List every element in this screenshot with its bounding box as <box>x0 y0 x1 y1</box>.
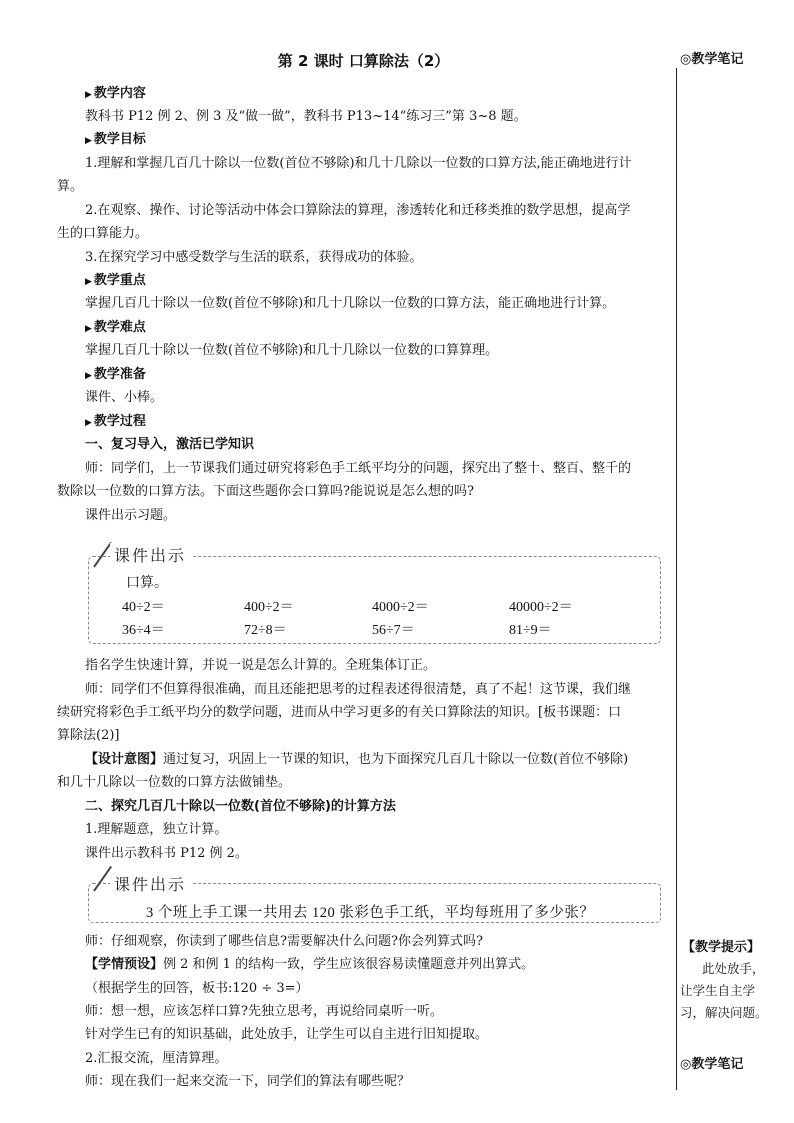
para-6: 1.理解题意，独立计算。 <box>85 822 228 837</box>
heading-goals: ▶ 教学目标 <box>85 132 146 147</box>
para-14: 师：现在我们一起来交流一下，同学们的算法有哪些呢？ <box>85 1074 411 1089</box>
heading-preparation: ▶ 教学准备 <box>85 367 146 382</box>
exercise-cell: 40÷2＝ <box>122 600 165 615</box>
example-2-problem: 3 个班上手工课一共用去 120 张彩色手工纸，平均每班用了多少张？ <box>146 905 595 921</box>
para-5: 【设计意图】通过复习，巩固上一节课的知识，也为下面探究几百几十除以一位数(首位不够除) <box>85 752 629 767</box>
exercise-cell: 36÷4＝ <box>122 623 165 638</box>
teaching-notes-heading: ◎教学笔记 <box>680 52 744 67</box>
goal-2-cont: 生的口算能力。 <box>57 226 149 241</box>
goal-2: 2.在观察、操作、讨论等活动中体会口算除法的算理，渗透转化和迁移类推的数学思想，提高学 <box>85 203 631 218</box>
para-1: 师：同学们，上一节课我们通过研究将彩色手工纸平均分的问题，探究出了整十、整百、整千的 <box>85 461 632 476</box>
difficulties-text: 掌握几百几十除以一位数(首位不够除)和几十几除以一位数的口算算理。 <box>85 343 499 358</box>
exercise-cell: 81÷9＝ <box>509 623 552 638</box>
para-4: 师：同学们不但算得很准确，而且还能把思考的过程表述得很清楚，真了不起！这节课，我们继 <box>85 682 632 697</box>
para-12: 针对学生已有的知识基础，此处放手，让学生可以自主进行旧知提取。 <box>85 1027 489 1042</box>
heading-content: ▶ 教学内容 <box>85 86 146 101</box>
sidebar-divider <box>676 68 677 1090</box>
exercise-cell: 56÷7＝ <box>372 623 415 638</box>
exercise-cell: 400÷2＝ <box>244 600 294 615</box>
para-1-cont: 数除以一位数的口算方法。下面这些题你会口算吗?能说说是怎么想的吗? <box>57 484 474 499</box>
exercise-cell: 4000÷2＝ <box>372 600 429 615</box>
para-3: 指名学生快速计算，并说一说是怎么计算的。全班集体订正。 <box>85 658 437 673</box>
para-7: 课件出示教科书 P12 例 2。 <box>85 846 248 861</box>
heading-key-points: ▶ 教学重点 <box>85 273 146 288</box>
para-8: 师：仔细观察，你读到了哪些信息?需要解决什么问题?你会列算式吗? <box>85 934 483 949</box>
oral-calc-label: 口算。 <box>126 576 168 591</box>
heading-difficulties: ▶ 教学难点 <box>85 320 146 335</box>
para-2: 课件出示习题。 <box>85 508 177 523</box>
para-4-cont2: 算除法(2)] <box>57 728 120 743</box>
exercise-cell: 40000÷2＝ <box>509 600 573 615</box>
heading-process: ▶ 教学过程 <box>85 414 146 429</box>
teaching-tip-text: 此处放手，让学生自主学习，解决问题。 <box>680 961 768 1020</box>
para-11: 师：想一想，应该怎样口算?先独立思考，再说给同桌听一听。 <box>85 1004 443 1019</box>
goal-1: 1.理解和掌握几百几十除以一位数(首位不够除)和几十几除以一位数的口算方法,能正确地进行计 <box>85 156 632 171</box>
teaching-notes-heading-2: ◎教学笔记 <box>680 1057 744 1072</box>
section-2-heading: 二、探究几百几十除以一位数(首位不够除)的计算方法 <box>85 799 396 814</box>
content-text: 教科书 P12 例 2、例 3 及“做一做”，教科书 P13~14“练习三”第 3~8 题。 <box>85 109 527 124</box>
para-13: 2.汇报交流，厘清算理。 <box>85 1051 228 1066</box>
exercise-cell: 72÷8＝ <box>244 623 287 638</box>
section-1-heading: 一、复习导入，激活已学知识 <box>85 437 255 452</box>
para-5-cont: 和几十几除以一位数的口算方法做铺垫。 <box>57 775 292 790</box>
page-title: 第 2 课时 口算除法（2） <box>277 52 450 70</box>
para-10: （根据学生的回答，板书:120 ÷ 3=） <box>85 981 309 996</box>
key-points-text: 掌握几百几十除以一位数(首位不够除)和几十几除以一位数的口算方法，能正确地进行计算。 <box>85 296 616 311</box>
preparation-text: 课件、小棒。 <box>85 390 164 405</box>
courseware-label-1: 课件出示 <box>110 543 192 566</box>
courseware-label-2: 课件出示 <box>110 872 192 895</box>
para-4-cont: 续研究将彩色手工纸平均分的数学问题，进而从中学习更多的有关口算除法的知识。[板书课题：口 <box>57 705 622 720</box>
goal-1-cont: 算。 <box>57 179 84 194</box>
para-9: 【学情预设】例 2 和例 1 的结构一致，学生应该很容易读懂题意并列出算式。 <box>85 957 535 972</box>
teaching-tip-heading: 【教学提示】 <box>682 940 761 955</box>
goal-3: 3.在探究学习中感受数学与生活的联系，获得成功的体验。 <box>85 250 423 265</box>
